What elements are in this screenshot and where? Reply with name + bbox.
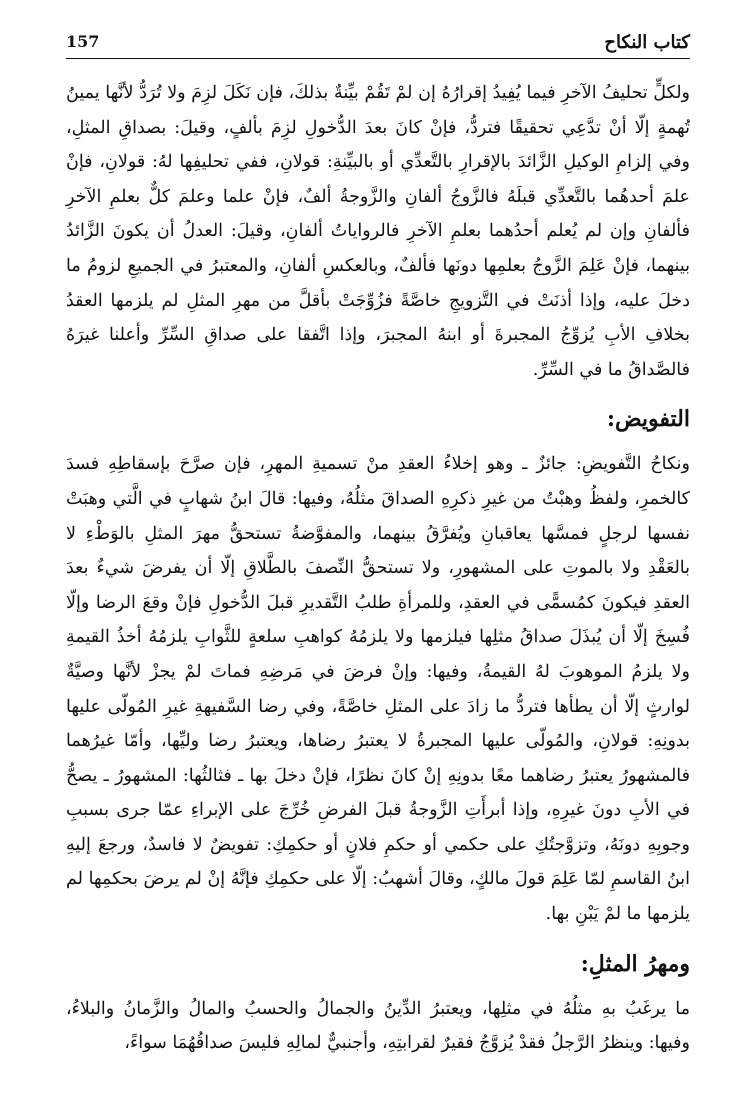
page-number: 157 [66, 32, 100, 51]
paragraph-2: ونكاحُ التَّفويضِ: جائزٌ ـ وهو إخلاءُ العقدِ منْ تسميةِ المهرِ، فإن صرَّحَ بإسقاطِهِ فسدَ كالخمرِ، ولفظُ وهبْتُ من غيرِ ذكرِهِ الصداقَ مثلُهُ، وفيها: قالَ ابنُ شهابٍ في الَّتي وهبَتْ نفسها لرجلٍ فمسَّها يعاقبانِ ويُفرَّقُ بينهما، والمفوَّضةُ تستحقُّ مهرَ المثلِ بالوَطْءِ لا بالعَقْدِ ولا بالموتِ على المشهورِ، ولا تستحقُّ النِّصفَ بالطَّلاقِ إلّا أن يفرضَ شيءٌ بعدَ العقدِ فيكونَ كمُسمًّى في العقدِ، وللمرأةِ طلبُ التَّقديرِ قبلَ الدُّخولِ فإنْ وقعَ الرضا وإلّا فُسِخَ إلّا أن يُبذَلَ صداقُ مثلِها فيلزمها ولا يلزمُهُ كواهبِ سلعةٍ للثَّوابِ يلزمُهُ أخذُ القيمةِ ولا يلزمُ الموهوبَ لهُ القيمةُ، وفيها: وإنْ فرضَ في مَرضِهِ فماتَ لمْ يجزْ لأنَّها وصيَّةٌ لوارثٍ إلّا أن يطأها فتردُّ ما زادَ على المثلِ خاصَّةً، وفي رضا السَّفيهةِ غيرِ المُولّى عليها بدونِهِ: قولانِ، والمُولّى عليها المجبرةُ لا يعتبرُ رضاها، ويعتبرُ رضا وليِّها، وأمّا غيرُهما فالمشهورُ يعتبرُ رضاهما معًا بدونِهِ إنْ كانَ نظرًا، فإنْ دخلَ بها ـ فثالثُها: المشهورُ ـ يصحُّ في الأبِ دونَ غيرِهِ، وإذا أبرأَتِ الزَّوجةُ قبلَ الفرضِ خُرِّجَ على الإبراءِ عمّا جرى بسببِ وجوبِهِ دونَهُ، وتزوَّجتُكِ على حكمي أو حكمِ فلانٍ أو حكمِكِ: تفويضٌ لا فاسدٌ، ورجعَ إليهِ ابنُ القاسمِ لمّا عَلِمَ قولَ مالكٍ، وقالَ أشهبُ: إلّا على حكمِكِ فإنَّهُ إنْ لم يرضَ بحكمِها لم يلزمها ما لمْ يَبْنِ بها. [66, 454, 690, 925]
paragraph-1: ولكلٍّ تحليفُ الآخرِ فيما يُفِيدُ إقرارُهُ إن لمْ تَقُمْ بيِّنةٌ بذلكَ، فإن نَكَلَ لزِمَ ولا تُرَدُّ لأنَّها يمينُ تُهمةٍ إلّا أنْ تدَّعِي تحقيقًا فتردُّ، فإنْ كانَ بعدَ الدُّخولِ لزِمَ بألفٍ، وقيلَ: بصداقِ المثلِ، وفي إلزامِ الوكيلِ الزَّائدَ بالإقرارِ بالتَّعدِّي أو بالبيِّنةِ: قولانِ، ففي تحليفِها لهُ: قولانِ، فإنْ علمَ أحدهُما بالتَّعدِّي قبلَهُ فالزَّوجُ ألفانِ والزَّوجةُ ألفٌ، فإنْ علما وعلمَ كلٌّ بعلمِ الآخرِ فألفانِ وإن لم يُعلم أحدُهما بعلمِ الآخرِ فالرواياتُ ألفانِ، وقيلَ: العدلُ أن يكونَ الزَّائدُ بينهما، فإنْ عَلِمَ الزَّوجُ بعلمِها دونَها فألفٌ، وبالعكسِ ألفانِ، والمعتبرُ في الجميعِ لزومُ ما دخلَ عليه، وإذا أذنَتْ في التَّزويجِ خاصَّةً فزُوِّجَتْ بأقلَّ من مهرِ المثلِ لم يلزمها العقدُ بخلافِ الأبِ يُزوِّجُ المجبرةَ أو ابنهُ المجبرَ، وإذا اتَّفقا على صداقِ السِّرِّ وأعلنا غيرَهُ فالصَّداقُ ما في السِّرِّ. [66, 83, 690, 380]
paragraph-3: ما يرغَبُ بهِ مثلُهُ في مثلِها، ويعتبرُ الدِّينُ والجمالُ والحسبُ والمالُ والزَّمانُ والبلاءُ، وفيها: وينظرُ الرَّجلُ فقدْ يُزوَّجُ فقيرٌ لقرابتِهِ، وأجنبيٌّ لمالِهِ فليسَ صداقُهُمَا سواءً، [66, 998, 690, 1054]
heading-tafwid: التفويض: [606, 406, 690, 433]
book-page [66, 30, 690, 1061]
heading-mahr-al-mithl: ومهرُ المثلِ: [580, 950, 690, 977]
running-title: كتاب النكاح [604, 32, 690, 53]
page-header [66, 30, 690, 62]
page-body [66, 76, 690, 1061]
header-rule [66, 58, 690, 59]
